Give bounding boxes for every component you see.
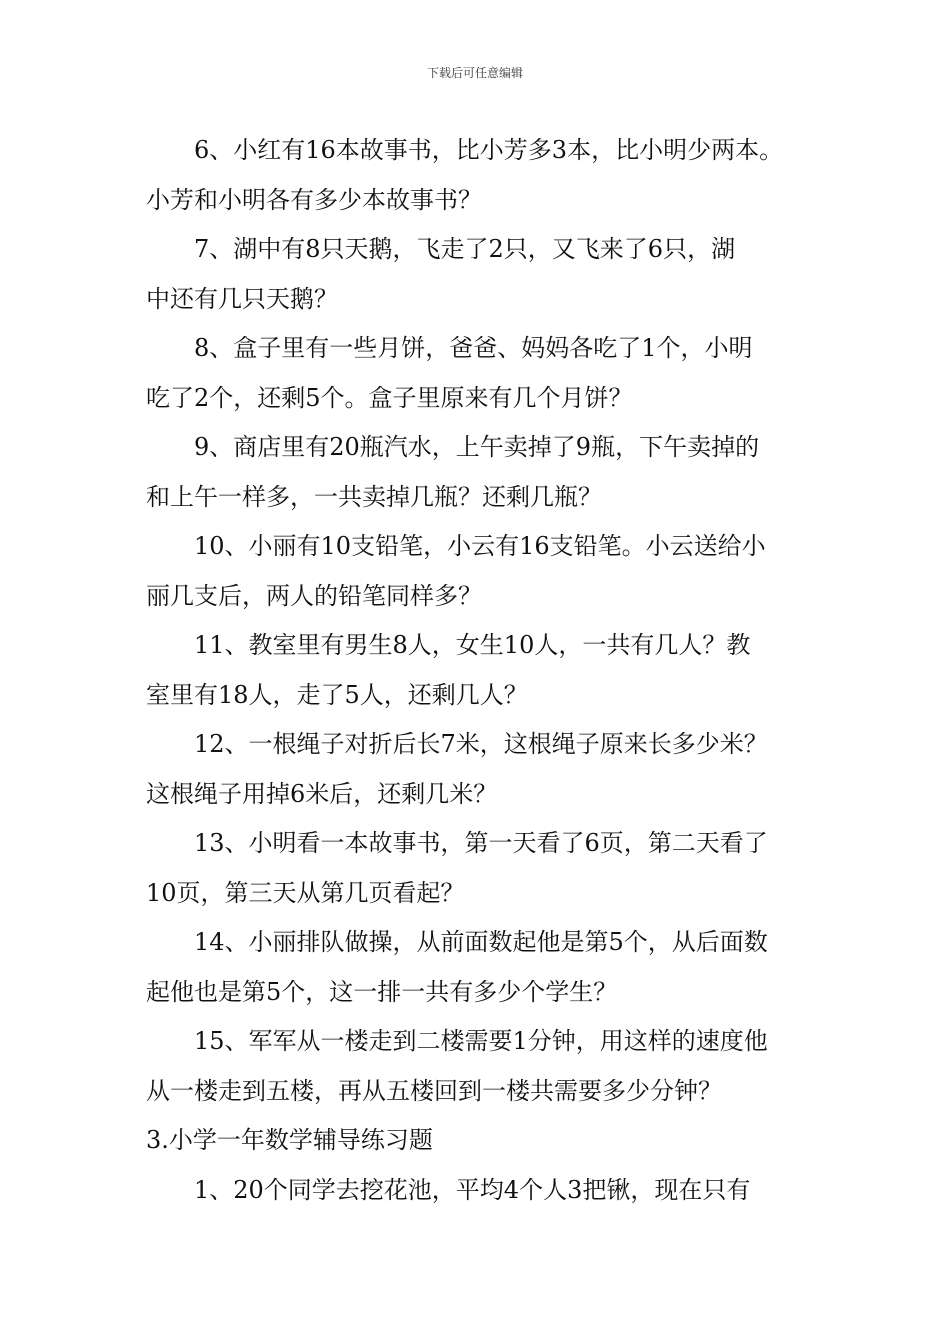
text-line: 10页，第三天从第几页看起？ xyxy=(146,878,465,907)
text-line: 和上午一样多，一共卖掉几瓶？还剩几瓶？ xyxy=(146,482,602,511)
text-line: 14、小丽排队做操，从前面数起他是第5个，从后面数 xyxy=(194,928,768,956)
text-line: 13、小明看一本故事书，第一天看了6页，第二天看了 xyxy=(194,829,768,857)
text-line: 这根绳子用掉6米后，还剩几米？ xyxy=(146,779,498,808)
text-line: 6、小红有16本故事书，比小芳多3本，比小明少两本。 xyxy=(194,136,784,164)
text-line: 室里有18人，走了5人，还剩几人？ xyxy=(146,680,528,709)
text-line: 11、教室里有男生8人，女生10人，一共有几人？教 xyxy=(194,631,751,659)
text-line: 3.小学一年数学辅导练习题 xyxy=(146,1126,433,1154)
text-line: 10、小丽有10支铅笔，小云有16支铅笔。小云送给小 xyxy=(194,532,766,560)
text-line: 小芳和小明各有多少本故事书？ xyxy=(146,185,482,214)
text-line: 中还有几只天鹅？ xyxy=(146,284,338,313)
text-line: 9、商店里有20瓶汽水，上午卖掉了9瓶，下午卖掉的 xyxy=(194,433,760,461)
text-line: 15、军军从一楼走到二楼需要1分钟，用这样的速度他 xyxy=(194,1027,768,1055)
text-line: 丽几支后，两人的铅笔同样多？ xyxy=(146,581,482,610)
text-line: 1、20个同学去挖花池，平均4个人3把锹，现在只有 xyxy=(194,1175,751,1204)
text-line: 7、湖中有8只天鹅，飞走了2只，又飞来了6只，湖 xyxy=(194,235,736,263)
text-line: 吃了2个，还剩5个。盒子里原来有几个月饼？ xyxy=(146,383,633,412)
text-line: 12、一根绳子对折后长7米，这根绳子原来长多少米？ xyxy=(194,730,768,758)
document-body xyxy=(146,126,814,1215)
text-line: 起他也是第5个，这一排一共有多少个学生？ xyxy=(146,977,618,1006)
text-line: 从一楼走到五楼，再从五楼回到一楼共需要多少分钟？ xyxy=(146,1076,722,1105)
text-line: 8、盒子里有一些月饼，爸爸、妈妈各吃了1个，小明 xyxy=(194,334,753,362)
page-header: 下载后可任意编辑 xyxy=(426,66,523,80)
